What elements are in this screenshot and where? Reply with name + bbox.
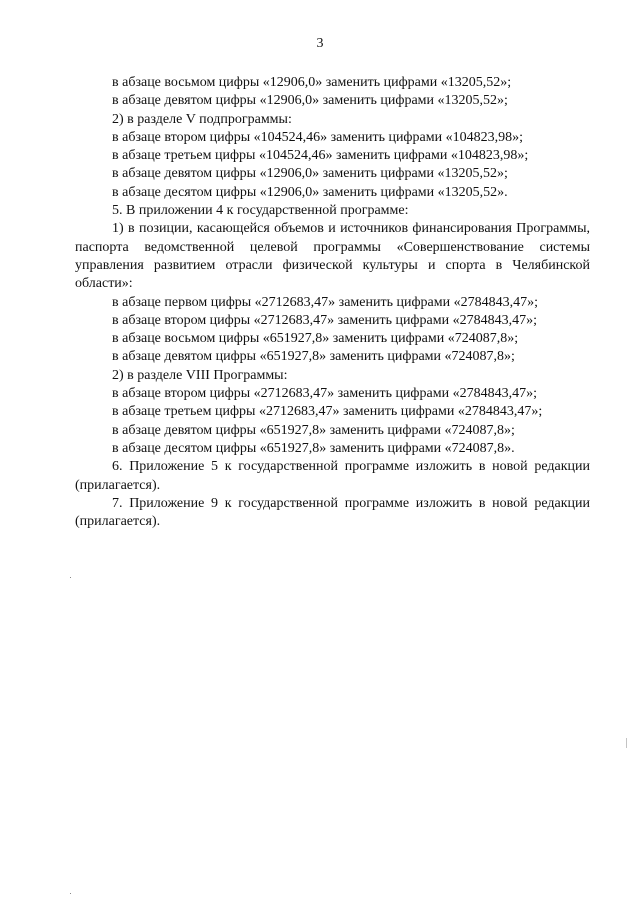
scan-speck [70,893,71,894]
paragraph: в абзаце девятом цифры «12906,0» заменить цифрами «13205,52»; [112,166,508,182]
paragraph: в абзаце девятом цифры «12906,0» заменить цифрами «13205,52»; [112,93,508,109]
paragraph: в абзаце третьем цифры «2712683,47» заменить цифрами «2784843,47»; [112,404,543,420]
paragraph: в абзаце восьмом цифры «651927,8» заменить цифрами «724087,8»; [112,331,519,347]
paragraph: в абзаце третьем цифры «104524,46» заменить цифрами «104823,98»; [112,148,529,164]
paragraph: 7. Приложение 9 к государственной программе изложить в новой редакции (прилагается). [75,495,590,530]
paragraph: в абзаце девятом цифры «651927,8» заменить цифрами «724087,8»; [112,422,515,438]
paragraph: 6. Приложение 5 к государственной программе изложить в новой редакции (прилагается). [75,459,590,493]
paragraph: в абзаце восьмом цифры «12906,0» заменить цифрами «13205,52»; [112,75,512,90]
page-number: 3 [316,36,324,51]
paragraph: в абзаце десятом цифры «651927,8» заменить цифрами «724087,8». [112,440,515,456]
paragraph: в абзаце втором цифры «2712683,47» заменить цифрами «2784843,47»; [112,386,537,402]
paragraph: в абзаце втором цифры «104524,46» заменить цифрами «104823,98»; [112,129,523,145]
paragraph: 5. В приложении 4 к государственной программе: [112,203,409,219]
paragraph: 2) в разделе V подпрограммы: [112,111,292,127]
document-body [75,74,590,531]
paragraph: 2) в разделе VIII Программы: [112,367,288,383]
scan-speck [70,577,71,578]
scan-speck [626,738,627,748]
paragraph: 1) в позиции, касающейся объемов и источников финансирования Программы, паспорта ведомственной целевой программы «Совершенствование системы управления развитием отрасли физической культуры и спорта в Челябинской области»: [75,221,590,292]
paragraph: в абзаце девятом цифры «651927,8» заменить цифрами «724087,8»; [112,349,515,365]
paragraph: в абзаце десятом цифры «12906,0» заменить цифрами «13205,52». [112,184,508,200]
paragraph: в абзаце первом цифры «2712683,47» заменить цифрами «2784843,47»; [112,294,538,310]
paragraph: в абзаце втором цифры «2712683,47» заменить цифрами «2784843,47»; [112,312,537,328]
